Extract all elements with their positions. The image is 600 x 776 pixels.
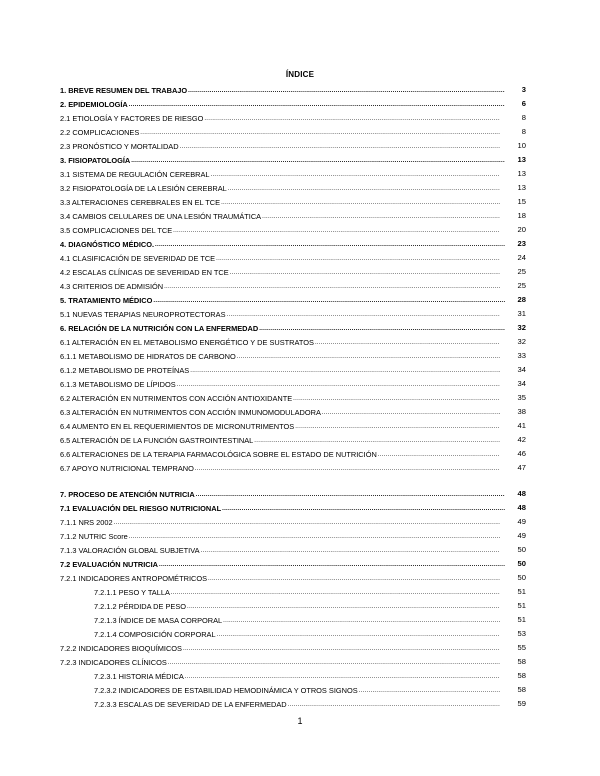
toc-entry-label: 3.2 FISIOPATOLOGÍA DE LA LESIÓN CEREBRAL xyxy=(60,184,227,193)
toc-entry-label: 6.1.3 METABOLISMO DE LÍPIDOS xyxy=(60,380,176,389)
toc-entry-label: 3.4 CAMBIOS CELULARES DE UNA LESIÓN TRAUMÁTICA xyxy=(60,212,262,221)
toc-page-number: 32 xyxy=(517,337,526,346)
toc-page-number: 3 xyxy=(521,85,526,94)
toc-entry-label: 7. PROCESO DE ATENCIÓN NUTRICIA xyxy=(60,490,195,499)
toc-page-number: 48 xyxy=(517,503,526,512)
toc-row xyxy=(0,364,600,376)
toc-entry-label: 6.5 ALTERACIÓN DE LA FUNCIÓN GASTROINTESTINAL xyxy=(60,436,254,445)
toc-entry-label: 4. DIAGNÓSTICO MÉDICO. xyxy=(60,240,155,249)
toc-entry[interactable] xyxy=(60,378,500,390)
toc-leader-dots xyxy=(259,325,505,334)
toc-row xyxy=(0,516,600,528)
toc-entry-label: 7.2.3.2 INDICADORES DE ESTABILIDAD HEMODINÁMICA Y OTROS SIGNOS xyxy=(94,686,358,695)
toc-page-number: 8 xyxy=(521,113,526,122)
toc-page-number: 51 xyxy=(517,587,526,596)
toc-page-number: 51 xyxy=(517,615,526,624)
toc-leader-dots xyxy=(196,491,505,500)
toc-entry-label: 4.1 CLASIFICACIÓN DE SEVERIDAD DE TCE xyxy=(60,254,216,263)
toc-page-number: 32 xyxy=(517,323,526,332)
toc-entry-label: 6.1.2 METABOLISMO DE PROTEÍNAS xyxy=(60,366,190,375)
toc-entry[interactable] xyxy=(94,628,500,640)
toc-entry[interactable] xyxy=(60,168,500,180)
toc-page-number: 42 xyxy=(517,435,526,444)
toc-entry-label: 6.6 ALTERACIONES DE LA TERAPIA FARMACOLÓGICA SOBRE EL ESTADO DE NUTRICIÓN xyxy=(60,450,377,459)
toc-entry-label: 6. RELACIÓN DE LA NUTRICIÓN CON LA ENFERMEDAD xyxy=(60,324,259,333)
toc-leader-dots xyxy=(183,645,500,654)
toc-leader-dots xyxy=(129,101,505,110)
toc-entry-label: 3.3 ALTERACIONES CEREBRALES EN EL TCE xyxy=(60,198,221,207)
toc-page-number: 51 xyxy=(517,601,526,610)
toc-leader-dots xyxy=(164,283,500,292)
toc-entry-label: 3. FISIOPATOLOGÍA xyxy=(60,156,131,165)
toc-page-number: 49 xyxy=(517,517,526,526)
toc-entry-label: 5.1 NUEVAS TERAPIAS NEUROPROTECTORAS xyxy=(60,310,226,319)
toc-entry-label: 3.1 SISTEMA DE REGULACIÓN CEREBRAL xyxy=(60,170,210,179)
toc-entry[interactable] xyxy=(60,280,500,292)
toc-entry[interactable] xyxy=(60,322,505,334)
toc-leader-dots xyxy=(114,519,500,528)
toc-entry-label: 1. BREVE RESUMEN DEL TRABAJO xyxy=(60,86,188,95)
toc-leader-dots xyxy=(359,687,500,696)
toc-entry[interactable] xyxy=(94,670,500,682)
toc-entry[interactable] xyxy=(60,238,505,250)
toc-leader-dots xyxy=(254,437,500,446)
toc-entry-label: 3.5 COMPLICACIONES DEL TCE xyxy=(60,226,173,235)
toc-row xyxy=(0,154,600,166)
toc-leader-dots xyxy=(295,423,500,432)
toc-leader-dots xyxy=(140,129,500,138)
toc-page-number: 13 xyxy=(517,155,526,164)
toc-entry[interactable] xyxy=(60,502,505,514)
toc-entry-label: 7.2.2 INDICADORES BIOQUÍMICOS xyxy=(60,644,182,653)
toc-entry[interactable] xyxy=(60,544,500,556)
toc-row xyxy=(0,670,600,682)
toc-row xyxy=(0,392,600,404)
toc-entry[interactable] xyxy=(60,252,500,264)
toc-entry[interactable] xyxy=(60,112,500,124)
toc-leader-dots xyxy=(211,171,501,180)
toc-row xyxy=(0,698,600,710)
toc-row xyxy=(0,586,600,598)
toc-leader-dots xyxy=(293,395,500,404)
toc-entry-label: 6.4 AUMENTO EN EL REQUERIMIENTOS DE MICRONUTRIMENTOS xyxy=(60,422,295,431)
toc-entry[interactable] xyxy=(60,84,505,96)
toc-row xyxy=(0,544,600,556)
toc-leader-dots xyxy=(153,297,505,306)
toc-leader-dots xyxy=(168,659,500,668)
toc-leader-dots xyxy=(222,505,505,514)
toc-page-number: 31 xyxy=(517,309,526,318)
toc-leader-dots xyxy=(216,255,500,264)
toc-page-number: 6 xyxy=(521,99,526,108)
toc-entry[interactable] xyxy=(94,698,500,710)
toc-entry-label: 4.3 CRITERIOS DE ADMISIÓN xyxy=(60,282,164,291)
toc-page-number: 55 xyxy=(517,643,526,652)
toc-entry[interactable] xyxy=(94,600,500,612)
toc-row xyxy=(0,558,600,570)
toc-entry-label: 7.1.3 VALORACIÓN GLOBAL SUBJETIVA xyxy=(60,546,200,555)
toc-page-number: 35 xyxy=(517,393,526,402)
toc-row xyxy=(0,308,600,320)
toc-row xyxy=(0,252,600,264)
toc-row xyxy=(0,462,600,474)
toc-entry[interactable] xyxy=(60,126,500,138)
toc-page-number: 10 xyxy=(517,141,526,150)
toc-entry-label: 7.2 EVALUACIÓN NUTRICIA xyxy=(60,560,159,569)
toc-leader-dots xyxy=(204,115,500,124)
toc-row xyxy=(0,224,600,236)
toc-entry-label: 7.2.3.1 HISTORIA MÉDICA xyxy=(94,672,184,681)
toc-row xyxy=(0,628,600,640)
toc-row xyxy=(0,336,600,348)
toc-page-number: 13 xyxy=(517,183,526,192)
toc-leader-dots xyxy=(159,561,505,570)
toc-entry-label: 2. EPIDEMIOLOGÍA xyxy=(60,100,128,109)
toc-row xyxy=(0,112,600,124)
toc-page-number: 58 xyxy=(517,657,526,666)
toc-leader-dots xyxy=(208,575,500,584)
toc-row xyxy=(0,642,600,654)
toc-leader-dots xyxy=(180,143,500,152)
toc-entry[interactable] xyxy=(60,656,500,668)
toc-entry-label: 7.2.1.1 PESO Y TALLA xyxy=(94,588,170,597)
toc-row xyxy=(0,530,600,542)
toc-leader-dots xyxy=(217,631,500,640)
toc-page-number: 34 xyxy=(517,379,526,388)
toc-page-number: 34 xyxy=(517,365,526,374)
toc-row xyxy=(0,600,600,612)
toc-entry[interactable] xyxy=(60,154,505,166)
toc-page-number: 50 xyxy=(517,559,526,568)
toc-entry[interactable] xyxy=(60,516,500,528)
toc-entry[interactable] xyxy=(60,364,500,376)
toc-entry-label: 7.2.1.2 PÉRDIDA DE PESO xyxy=(94,602,187,611)
toc-entry[interactable] xyxy=(60,182,500,194)
toc-entry-label: 7.2.1.3 ÍNDICE DE MASA CORPORAL xyxy=(94,616,223,625)
toc-title: ÍNDICE xyxy=(285,70,315,79)
toc-leader-dots xyxy=(315,339,500,348)
toc-leader-dots xyxy=(223,617,500,626)
toc-page-number: 25 xyxy=(517,267,526,276)
toc-page-number: 8 xyxy=(521,127,526,136)
toc-leader-dots xyxy=(227,311,500,320)
toc-entry-label: 6.7 APOYO NUTRICIONAL TEMPRANO xyxy=(60,464,194,473)
toc-leader-dots xyxy=(129,533,500,542)
toc-row xyxy=(0,238,600,250)
toc-leader-dots xyxy=(171,589,500,598)
toc-entry[interactable] xyxy=(60,336,500,348)
page-number: 1 xyxy=(297,716,303,726)
toc-page-number: 28 xyxy=(517,295,526,304)
toc-leader-dots xyxy=(155,241,505,250)
toc-leader-dots xyxy=(188,87,505,96)
toc-page-number: 59 xyxy=(517,699,526,708)
toc-entry[interactable] xyxy=(60,462,500,474)
toc-page-number: 23 xyxy=(517,239,526,248)
toc-page-number: 58 xyxy=(517,685,526,694)
toc-entry-label: 4.2 ESCALAS CLÍNICAS DE SEVERIDAD EN TCE xyxy=(60,268,229,277)
toc-entry[interactable] xyxy=(94,684,500,696)
toc-row xyxy=(0,294,600,306)
toc-row xyxy=(0,350,600,362)
toc-entry[interactable] xyxy=(60,266,500,278)
toc-entry[interactable] xyxy=(60,558,505,570)
toc-page-number: 50 xyxy=(517,545,526,554)
toc-page-number: 41 xyxy=(517,421,526,430)
toc-entry-label: 7.2.3 INDICADORES CLÍNICOS xyxy=(60,658,167,667)
toc-entry-label: 2.2 COMPLICACIONES xyxy=(60,128,140,137)
toc-entry[interactable] xyxy=(60,434,500,446)
toc-entry[interactable] xyxy=(60,406,500,418)
toc-leader-dots xyxy=(288,701,500,710)
toc-entry-label: 7.1.2 NUTRIC Score xyxy=(60,532,128,541)
toc-leader-dots xyxy=(262,213,500,222)
toc-leader-dots xyxy=(195,465,500,474)
toc-leader-dots xyxy=(230,269,500,278)
toc-page-number: 24 xyxy=(517,253,526,262)
toc-leader-dots xyxy=(177,381,500,390)
toc-page-number: 46 xyxy=(517,449,526,458)
toc-entry[interactable] xyxy=(60,350,500,362)
toc-entry[interactable] xyxy=(60,572,500,584)
toc-leader-dots xyxy=(131,157,505,166)
toc-row xyxy=(0,196,600,208)
toc-row xyxy=(0,488,600,500)
toc-row xyxy=(0,434,600,446)
toc-leader-dots xyxy=(378,451,500,460)
toc-leader-dots xyxy=(173,227,500,236)
toc-page-number: 47 xyxy=(517,463,526,472)
toc-leader-dots xyxy=(185,673,500,682)
toc-entry-label: 6.2 ALTERACIÓN EN NUTRIMENTOS CON ACCIÓN ANTIOXIDANTE xyxy=(60,394,293,403)
toc-row xyxy=(0,378,600,390)
toc-leader-dots xyxy=(322,409,500,418)
toc-entry-label: 7.2.3.3 ESCALAS DE SEVERIDAD DE LA ENFERMEDAD xyxy=(94,700,287,709)
toc-leader-dots xyxy=(237,353,500,362)
toc-entry[interactable] xyxy=(60,642,500,654)
toc-entry-label: 6.1.1 METABOLISMO DE HIDRATOS DE CARBONO xyxy=(60,352,236,361)
toc-page-number: 18 xyxy=(517,211,526,220)
toc-row xyxy=(0,126,600,138)
toc-page-number: 50 xyxy=(517,573,526,582)
toc-entry[interactable] xyxy=(60,392,500,404)
toc-entry[interactable] xyxy=(60,488,505,500)
toc-entry[interactable] xyxy=(60,196,500,208)
toc-row xyxy=(0,98,600,110)
toc-page-number: 15 xyxy=(517,197,526,206)
toc-row xyxy=(0,266,600,278)
toc-entry-label: 2.1 ETIOLOGÍA Y FACTORES DE RIESGO xyxy=(60,114,204,123)
toc-leader-dots xyxy=(221,199,500,208)
toc-leader-dots xyxy=(228,185,500,194)
toc-row xyxy=(0,684,600,696)
toc-page-number: 58 xyxy=(517,671,526,680)
toc-row xyxy=(0,656,600,668)
toc-row xyxy=(0,572,600,584)
toc-page-number: 25 xyxy=(517,281,526,290)
toc-leader-dots xyxy=(190,367,500,376)
toc-entry-label: 7.2.1 INDICADORES ANTROPOMÉTRICOS xyxy=(60,574,208,583)
toc-entry[interactable] xyxy=(60,308,500,320)
toc-page-number: 48 xyxy=(517,489,526,498)
toc-row xyxy=(0,448,600,460)
toc-leader-dots xyxy=(201,547,500,556)
toc-entry-label: 7.1.1 NRS 2002 xyxy=(60,518,113,527)
toc-entry[interactable] xyxy=(60,98,505,110)
toc-page-number: 13 xyxy=(517,169,526,178)
toc-row xyxy=(0,168,600,180)
toc-entry[interactable] xyxy=(94,614,500,626)
toc-entry-label: 6.3 ALTERACIÓN EN NUTRIMENTOS CON ACCIÓN INMUNOMODULADORA xyxy=(60,408,321,417)
toc-row xyxy=(0,84,600,96)
toc-entry[interactable] xyxy=(60,294,505,306)
toc-page-number: 33 xyxy=(517,351,526,360)
toc-row xyxy=(0,280,600,292)
toc-page-number: 20 xyxy=(517,225,526,234)
toc-row xyxy=(0,322,600,334)
toc-row xyxy=(0,210,600,222)
toc-page-number: 49 xyxy=(517,531,526,540)
toc-entry[interactable] xyxy=(94,586,500,598)
toc-page-number: 38 xyxy=(517,407,526,416)
toc-row xyxy=(0,140,600,152)
toc-row xyxy=(0,502,600,514)
toc-row xyxy=(0,406,600,418)
toc-entry[interactable] xyxy=(60,224,500,236)
toc-entry[interactable] xyxy=(60,448,500,460)
toc-entry[interactable] xyxy=(60,210,500,222)
toc-entry-label: 5. TRATAMIENTO MÉDICO xyxy=(60,296,153,305)
toc-entry[interactable] xyxy=(60,420,500,432)
toc-row xyxy=(0,182,600,194)
toc-entry[interactable] xyxy=(60,140,500,152)
toc-entry-label: 7.2.1.4 COMPOSICIÓN CORPORAL xyxy=(94,630,216,639)
toc-entry-label: 2.3 PRONÓSTICO Y MORTALIDAD xyxy=(60,142,179,151)
toc-leader-dots xyxy=(187,603,500,612)
toc-row xyxy=(0,420,600,432)
toc-row xyxy=(0,614,600,626)
toc-entry-label: 7.1 EVALUACIÓN DEL RIESGO NUTRICIONAL xyxy=(60,504,222,513)
toc-entry[interactable] xyxy=(60,530,500,542)
toc-entry-label: 6.1 ALTERACIÓN EN EL METABOLISMO ENERGÉTICO Y DE SUSTRATOS xyxy=(60,338,314,347)
toc-page-number: 53 xyxy=(517,629,526,638)
